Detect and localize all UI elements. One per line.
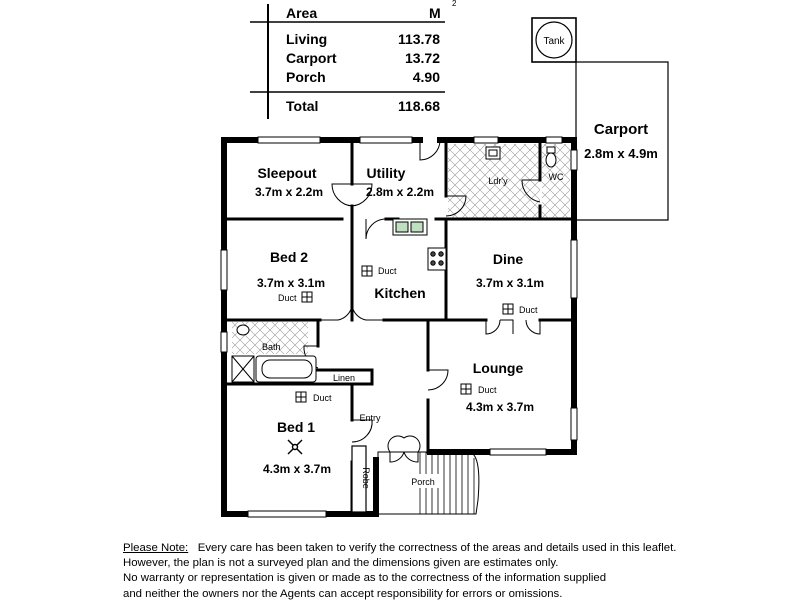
duct-label: Duct bbox=[278, 293, 297, 303]
room-name: Bed 2 bbox=[269, 249, 309, 265]
room-name: Ldr'y bbox=[488, 176, 508, 186]
note-line: However, the plan is not a surveyed plan and the dimensions given are estimates only. bbox=[123, 557, 559, 570]
duct-icon bbox=[461, 384, 471, 394]
room-name: Bed 1 bbox=[276, 419, 316, 435]
duct-label: Duct bbox=[519, 305, 538, 315]
room-size: 3.7m x 3.1m bbox=[475, 276, 545, 290]
area-row-label: Porch bbox=[286, 69, 326, 85]
room-size: 4.3m x 3.7m bbox=[465, 400, 535, 414]
duct-label: Duct bbox=[478, 385, 497, 395]
room-name: Sleepout bbox=[257, 165, 317, 181]
laundry-trough-icon bbox=[486, 147, 500, 159]
room-name: Porch bbox=[411, 477, 435, 487]
duct-icon bbox=[362, 266, 372, 276]
robe bbox=[352, 446, 371, 512]
area-row-label: Living bbox=[286, 31, 328, 47]
room-size: 3.7m x 2.2m bbox=[254, 185, 324, 199]
room-size: 2.8m x 2.2m bbox=[365, 185, 435, 199]
area-header-label: Area bbox=[286, 5, 318, 21]
room-carport bbox=[576, 62, 668, 220]
room-name: Dine bbox=[492, 251, 524, 267]
area-total-label: Total bbox=[286, 98, 319, 114]
room-size: 3.7m x 3.1m bbox=[256, 276, 326, 290]
room-name: Linen bbox=[332, 373, 356, 383]
area-total-value: 118.68 bbox=[397, 98, 440, 114]
note-line: No warranty or representation is given or made as to the correctness of the information supplied bbox=[123, 572, 607, 585]
room-size: 4.3m x 3.7m bbox=[262, 462, 332, 476]
note-line: Every care has been taken to verify the correctness of the areas and details used in this leaflet. bbox=[197, 542, 677, 554]
area-unit-superscript: 2 bbox=[452, 0, 457, 8]
room-name: Lounge bbox=[472, 360, 524, 376]
room-name: Carport bbox=[593, 121, 649, 138]
room-name: Entry bbox=[359, 413, 381, 423]
area-row-label: Carport bbox=[286, 50, 337, 66]
duct-icon bbox=[503, 304, 513, 314]
toilet-icon bbox=[546, 153, 556, 167]
area-row-value: 4.90 bbox=[412, 69, 440, 85]
note-lead: Please Note: bbox=[123, 542, 189, 554]
room-name: WC bbox=[548, 172, 564, 182]
basin-icon bbox=[237, 325, 249, 335]
ceiling-fan-icon bbox=[288, 440, 302, 454]
duct-label: Duct bbox=[313, 393, 332, 403]
area-row-value: 113.78 bbox=[397, 31, 440, 47]
room-name: Bath bbox=[262, 342, 281, 352]
tank-label: Tank bbox=[543, 36, 565, 47]
disclaimer-note bbox=[123, 541, 763, 602]
note-line: and neither the owners nor the Agents can accept responsibility for errors or omissions. bbox=[123, 587, 563, 600]
room-name: Kitchen bbox=[374, 285, 426, 301]
stove-icon bbox=[428, 248, 446, 270]
duct-icon bbox=[296, 392, 306, 402]
room-name: Robe bbox=[361, 467, 371, 489]
area-row-value: 13.72 bbox=[404, 50, 440, 66]
room-name: Utility bbox=[366, 165, 406, 181]
area-table bbox=[250, 0, 457, 119]
duct-label: Duct bbox=[378, 266, 397, 276]
duct-icon bbox=[302, 292, 312, 302]
water-tank bbox=[532, 18, 576, 62]
room-size: 2.8m x 4.9m bbox=[584, 146, 658, 161]
area-unit: M bbox=[429, 5, 441, 21]
